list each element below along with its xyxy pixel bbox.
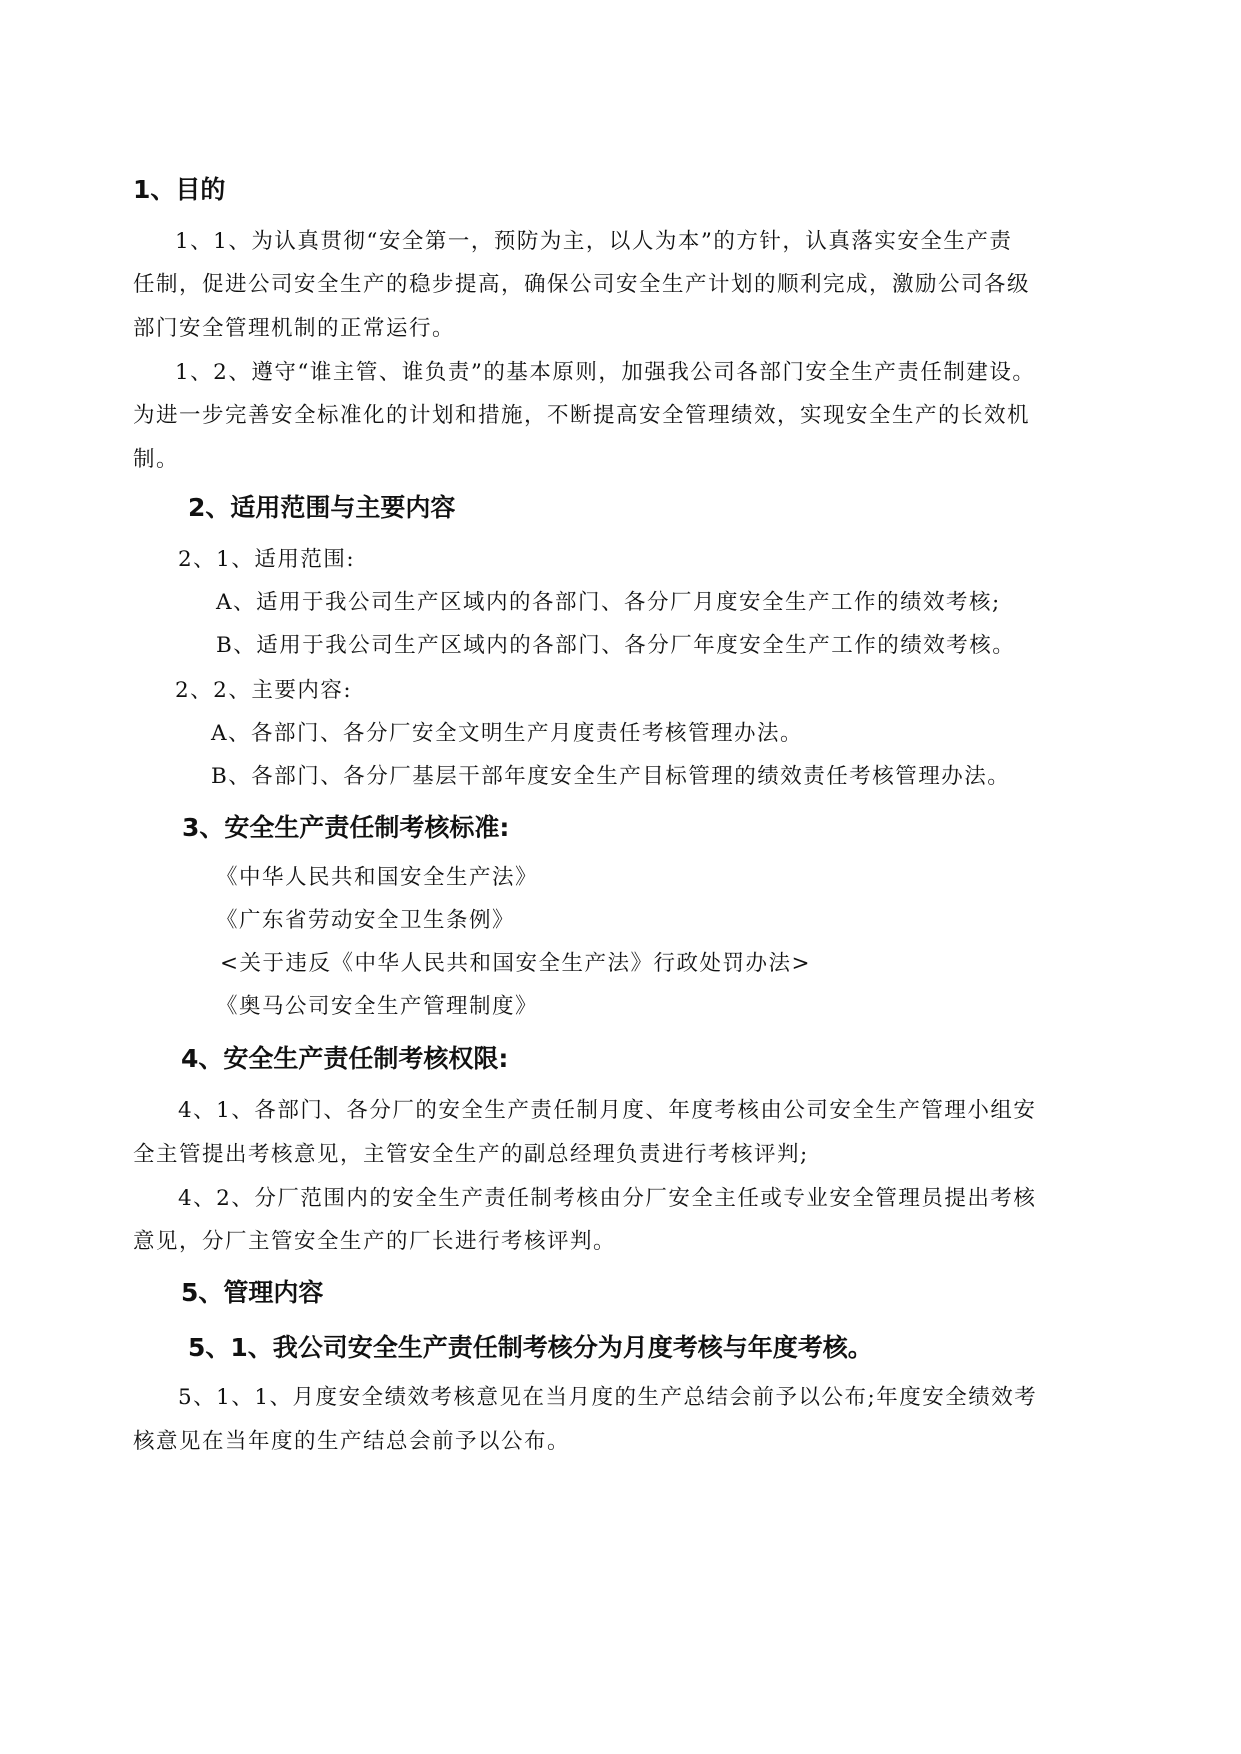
s3-item: 《奥马公司安全生产管理制度》 <box>216 994 539 1019</box>
section-5-heading: 5、管理内容 <box>181 1278 324 1307</box>
s2-scope-a: A、适用于我公司生产区域内的各部门、各分厂月度安全生产工作的绩效考核; <box>216 590 1001 615</box>
s2-scope-b: B、适用于我公司生产区域内的各部门、各分厂年度安全生产工作的绩效考核。 <box>216 633 1016 658</box>
section-4-heading: 4、安全生产责任制考核权限: <box>181 1044 509 1073</box>
s1-p2-line1: 1、2、遵守“谁主管、谁负责”的基本原则，加强我公司各部门安全生产责任制建设。 <box>175 360 1036 385</box>
section-2-heading: 2、适用范围与主要内容 <box>188 493 456 522</box>
s1-p1-line3: 部门安全管理机制的正常运行。 <box>133 316 456 341</box>
s1-p2-line2: 为进一步完善安全标准化的计划和措施，不断提高安全管理绩效，实现安全生产的长效机 <box>133 403 1031 428</box>
s2-content-label: 2、2、主要内容: <box>175 678 353 703</box>
s2-content-a: A、各部门、各分厂安全文明生产月度责任考核管理办法。 <box>211 721 804 746</box>
s4-p1-line1: 4、1、各部门、各分厂的安全生产责任制月度、年度考核由公司安全生产管理小组安 <box>178 1098 1037 1123</box>
s4-p2-line2: 意见，分厂主管安全生产的厂长进行考核评判。 <box>133 1229 617 1254</box>
s4-p2-line1: 4、2、分厂范围内的安全生产责任制考核由分厂安全主任或专业安全管理员提出考核 <box>178 1186 1037 1211</box>
section-1-heading: 1、目的 <box>133 175 226 204</box>
s5-p1-line1: 5、1、1、月度安全绩效考核意见在当月度的生产总结会前予以公布;年度安全绩效考 <box>178 1385 1038 1410</box>
s2-content-b: B、各部门、各分厂基层干部年度安全生产目标管理的绩效责任考核管理办法。 <box>211 764 1011 789</box>
section-5-1-subheading: 5、1、我公司安全生产责任制考核分为月度考核与年度考核。 <box>188 1333 873 1362</box>
s1-p1-line1: 1、1、为认真贯彻“安全第一，预防为主，以人为本”的方针，认真落实安全生产责 <box>175 229 1013 254</box>
s1-p1-line2: 任制，促进公司安全生产的稳步提高，确保公司安全生产计划的顺利完成，激励公司各级 <box>133 272 1031 297</box>
s3-item: 《广东省劳动安全卫生条例》 <box>216 908 516 933</box>
s3-item: 《中华人民共和国安全生产法》 <box>216 865 539 890</box>
s1-p2-line3: 制。 <box>133 447 180 472</box>
section-3-heading: 3、安全生产责任制考核标准: <box>182 813 510 842</box>
s2-scope-label: 2、1、适用范围: <box>178 547 356 572</box>
s4-p1-line2: 全主管提出考核意见，主管安全生产的副总经理负责进行考核评判; <box>133 1142 809 1167</box>
s3-item: <关于违反《中华人民共和国安全生产法》行政处罚办法> <box>220 951 812 976</box>
s5-p1-line2: 核意见在当年度的生产结总会前予以公布。 <box>133 1429 571 1454</box>
